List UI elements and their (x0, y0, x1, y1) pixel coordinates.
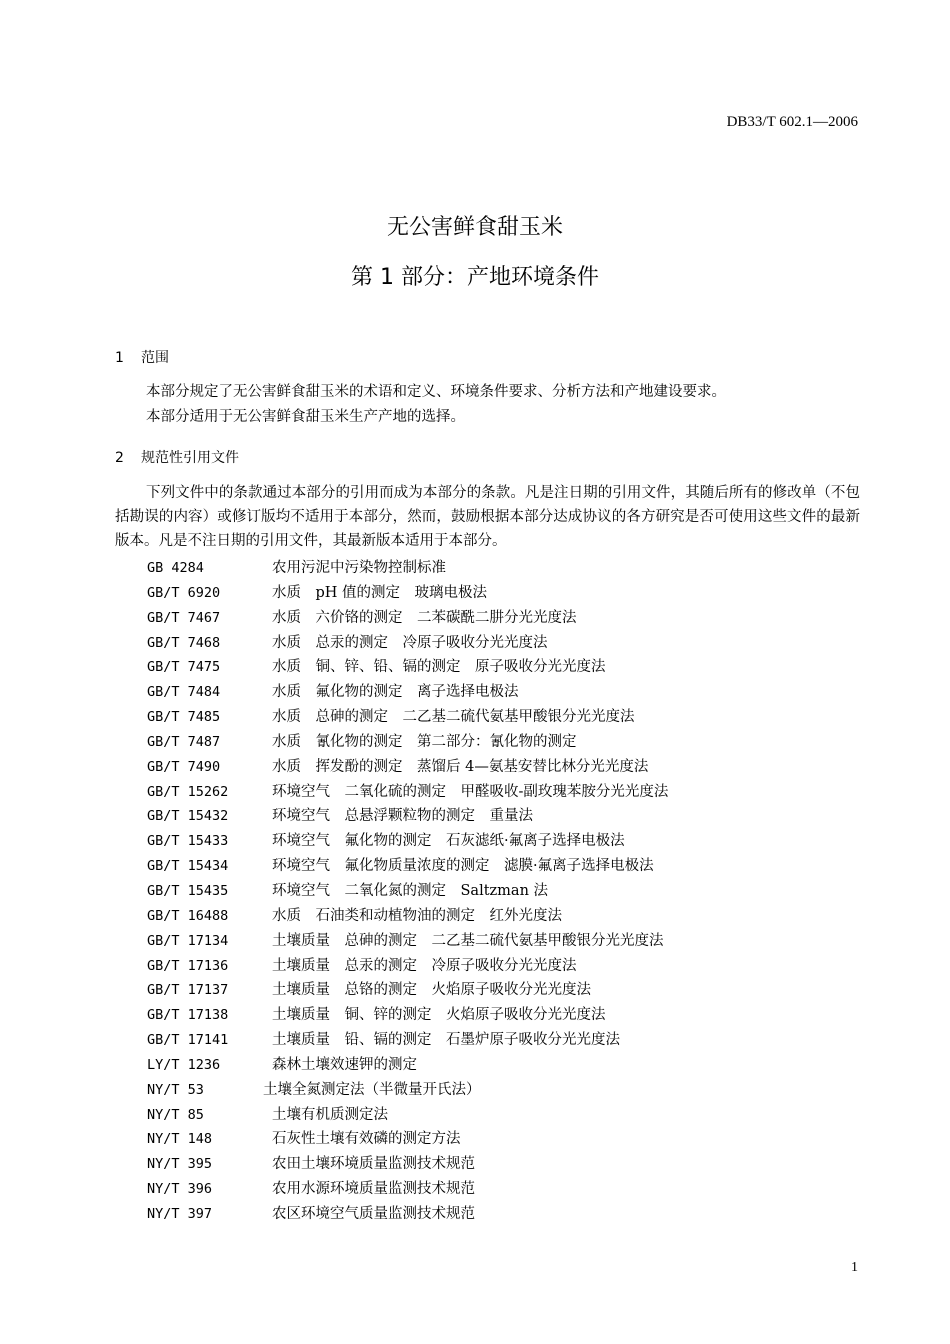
reference-title: 森林土壤效速钾的测定 (272, 1056, 417, 1073)
reference-item (147, 879, 668, 904)
section-number: 2 (115, 450, 124, 466)
reference-item (147, 1003, 668, 1028)
reference-code: GB/T 7475 (147, 659, 221, 676)
reference-code: GB/T 6920 (147, 584, 221, 601)
reference-code: GB/T 17136 (147, 957, 229, 974)
scope-paragraph: 本部分规定了无公害鲜食甜玉米的术语和定义、环境条件要求、分析方法和产地建设要求。 (146, 384, 726, 400)
reference-code: GB/T 7484 (147, 684, 221, 701)
reference-title: 水质 pH 值的测定 玻璃电极法 (272, 584, 488, 601)
reference-code: GB/T 16488 (147, 907, 229, 924)
reference-title: 水质 铜、锌、铅、镉的测定 原子吸收分光光度法 (272, 659, 606, 676)
reference-item (147, 680, 668, 705)
reference-code: NY/T 148 (147, 1131, 213, 1148)
reference-code: GB/T 7485 (147, 709, 221, 726)
references-intro-paragraph: 下列文件中的条款通过本部分的引用而成为本部分的条款。凡是注日期的引用文件，其随后所有的修改单（不包括勘误的内容）或修订版均不适用于本部分，然而，鼓励根据本部分达成协议的各方研究是否可使用这些文件的最新版本。凡是不注日期的引用文件，其最新版本适用于本部分。 (115, 485, 860, 549)
reference-item (147, 1127, 668, 1152)
reference-title: 水质 总汞的测定 冷原子吸收分光光度法 (272, 634, 548, 651)
reference-title: 环境空气 总悬浮颗粒物的测定 重量法 (272, 808, 533, 825)
reference-title: 农用污泥中污染物控制标准 (272, 560, 446, 576)
reference-item (147, 929, 668, 954)
section-title: 规范性引用文件 (141, 450, 239, 466)
reference-code: GB/T 17138 (147, 1007, 229, 1024)
reference-title: 水质 六价铬的测定 二苯碳酰二肼分光光度法 (272, 609, 577, 626)
reference-item (147, 978, 668, 1003)
reference-code: GB/T 15262 (147, 783, 229, 800)
reference-title: 石灰性土壤有效磷的测定方法 (272, 1131, 461, 1148)
reference-title: 水质 总砷的测定 二乙基二硫代氨基甲酸银分光光度法 (272, 709, 635, 726)
reference-item (147, 904, 668, 929)
reference-item (147, 755, 668, 780)
section-heading-scope (115, 347, 169, 367)
reference-code: GB/T 17141 (147, 1032, 229, 1049)
reference-item (147, 1177, 668, 1202)
reference-item (147, 1053, 668, 1078)
section-number: 1 (115, 350, 124, 366)
reference-title: 水质 氰化物的测定 第二部分：氰化物的测定 (272, 733, 577, 750)
reference-title: 水质 氟化物的测定 离子选择电极法 (272, 684, 519, 701)
reference-item (147, 606, 668, 631)
reference-code: GB/T 17134 (147, 932, 229, 949)
reference-code: LY/T 1236 (147, 1056, 221, 1073)
reference-item (147, 780, 668, 805)
reference-list (147, 556, 668, 1227)
reference-item (147, 854, 668, 879)
reference-title: 农用水源环境质量监测技术规范 (272, 1181, 475, 1198)
reference-title: 环境空气 二氧化硫的测定 甲醛吸收-副玫瑰苯胺分光光度法 (272, 783, 669, 800)
reference-code: GB/T 17137 (147, 982, 229, 999)
reference-title: 环境空气 氟化物质量浓度的测定 滤膜·氟离子选择电极法 (272, 858, 654, 875)
reference-code: NY/T 85 (147, 1106, 204, 1123)
document-code: DB33/T 602.1—2006 (726, 114, 858, 130)
reference-item (147, 705, 668, 730)
reference-code: GB/T 7468 (147, 634, 221, 651)
section-title: 范围 (141, 350, 169, 366)
reference-item (147, 631, 668, 656)
reference-title: 农区环境空气质量监测技术规范 (272, 1205, 475, 1222)
reference-code: GB/T 15433 (147, 833, 229, 850)
reference-title: 土壤全氮测定法（半微量开氏法） (263, 1081, 481, 1098)
reference-item (147, 954, 668, 979)
reference-code: GB 4284 (147, 560, 204, 576)
reference-title: 水质 挥发酚的测定 蒸馏后 4—氨基安替比林分光光度法 (272, 758, 649, 775)
reference-title: 水质 石油类和动植物油的测定 红外光度法 (272, 907, 562, 924)
reference-item (147, 556, 668, 581)
reference-code: GB/T 15432 (147, 808, 229, 825)
reference-title: 土壤有机质测定法 (272, 1106, 388, 1123)
reference-title: 农田土壤环境质量监测技术规范 (272, 1156, 475, 1173)
reference-title: 土壤质量 总砷的测定 二乙基二硫代氨基甲酸银分光光度法 (272, 932, 664, 949)
reference-item (147, 581, 668, 606)
document-title: 无公害鲜食甜玉米 (386, 215, 563, 240)
reference-code: NY/T 53 (147, 1081, 204, 1098)
section-heading-references (115, 447, 239, 467)
reference-code: GB/T 7487 (147, 733, 221, 750)
reference-code: GB/T 15434 (147, 858, 229, 875)
page-number: 1 (851, 1260, 858, 1275)
reference-item (147, 804, 668, 829)
reference-code: NY/T 396 (147, 1181, 213, 1198)
reference-item (147, 1028, 668, 1053)
document-subtitle: 第 1 部分：产地环境条件 (351, 265, 599, 290)
reference-code: GB/T 7467 (147, 609, 221, 626)
reference-title: 土壤质量 总铬的测定 火焰原子吸收分光光度法 (272, 982, 591, 999)
reference-code: NY/T 397 (147, 1205, 213, 1222)
reference-code: GB/T 7490 (147, 758, 221, 775)
scope-paragraph: 本部分适用于无公害鲜食甜玉米生产产地的选择。 (146, 409, 465, 425)
reference-item (147, 1078, 668, 1103)
reference-title: 土壤质量 铜、锌的测定 火焰原子吸收分光光度法 (272, 1007, 606, 1024)
reference-code: GB/T 15435 (147, 882, 229, 899)
reference-title: 环境空气 氟化物的测定 石灰滤纸·氟离子选择电极法 (272, 833, 625, 850)
reference-item (147, 1202, 668, 1227)
reference-title: 环境空气 二氧化氮的测定 Saltzman 法 (272, 882, 549, 899)
reference-item (147, 730, 668, 755)
reference-item (147, 1152, 668, 1177)
reference-item (147, 829, 668, 854)
reference-item (147, 655, 668, 680)
reference-item (147, 1103, 668, 1128)
reference-title: 土壤质量 铅、镉的测定 石墨炉原子吸收分光光度法 (272, 1032, 620, 1049)
reference-code: NY/T 395 (147, 1156, 213, 1173)
reference-title: 土壤质量 总汞的测定 冷原子吸收分光光度法 (272, 957, 577, 974)
